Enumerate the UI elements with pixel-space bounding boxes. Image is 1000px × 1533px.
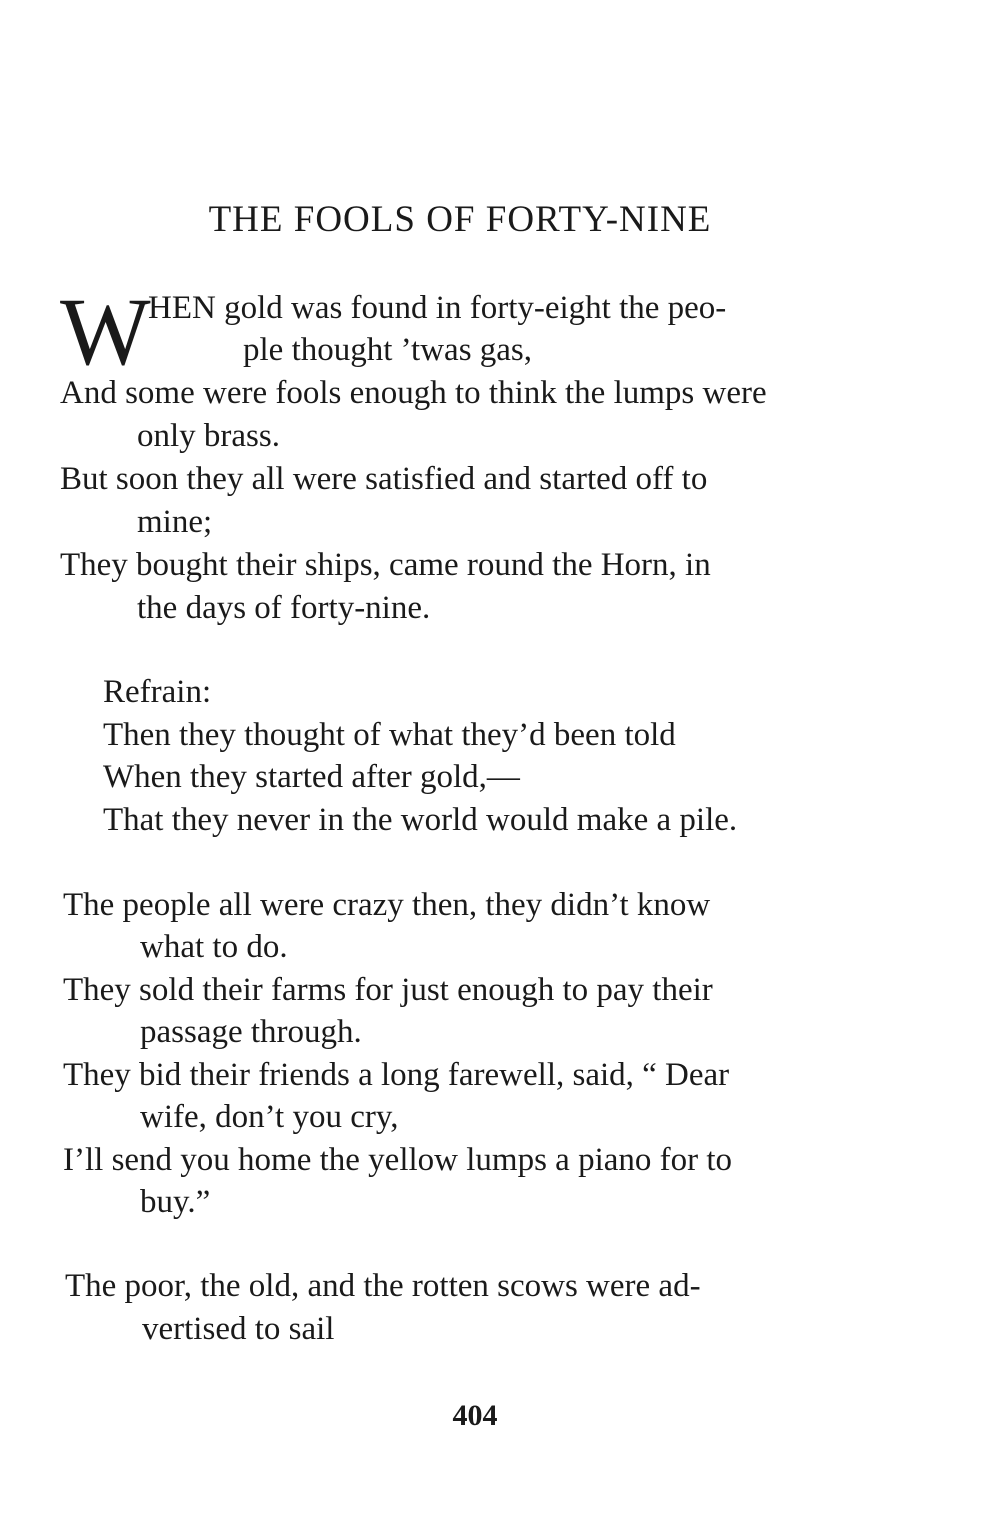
verse-line: passage through. [140, 1014, 362, 1050]
verse-line: The poor, the old, and the rotten scows were ad- [65, 1268, 701, 1304]
poem-title: THE FOOLS OF FORTY-NINE [208, 199, 712, 240]
verse-line: mine; [137, 504, 213, 540]
verse-line: The people all were crazy then, they didn’t know [63, 887, 711, 923]
verse-line: I’ll send you home the yellow lumps a piano for to [63, 1142, 733, 1178]
refrain-line: That they never in the world would make a pile. [103, 802, 738, 838]
verse-line: ple thought ’twas gas, [243, 332, 533, 368]
verse-line: wife, don’t you cry, [140, 1099, 399, 1135]
drop-cap: W [60, 278, 151, 385]
verse-line: vertised to sail [142, 1311, 335, 1347]
verse-line: They bid their friends a long farewell, said, “ Dear [63, 1057, 730, 1093]
verse-line: only brass. [137, 418, 280, 454]
verse-line: buy.” [140, 1184, 211, 1220]
verse-line: They bought their ships, came round the Horn, in [60, 547, 711, 583]
verse-line: what to do. [140, 929, 288, 965]
refrain-line: When they started after gold,— [103, 759, 520, 795]
verse-line: HEN gold was found in forty-eight the peo- [148, 290, 727, 326]
verse-line: the days of forty-nine. [137, 590, 431, 626]
page-number: 404 [452, 1399, 498, 1432]
verse-line: They sold their farms for just enough to pay their [63, 972, 713, 1008]
refrain-line: Then they thought of what they’d been told [103, 717, 676, 753]
verse-line: But soon they all were satisfied and started off to [60, 461, 708, 497]
refrain-heading: Refrain: [103, 674, 212, 710]
verse-line: And some were fools enough to think the lumps were [60, 375, 767, 411]
